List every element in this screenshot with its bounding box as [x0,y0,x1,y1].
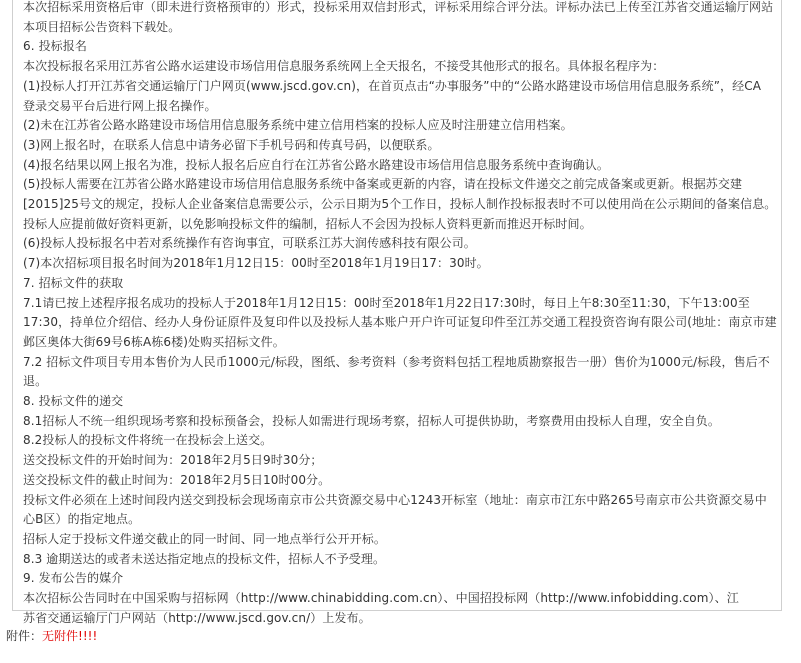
notice-line: 8.1招标人不统一组织现场考察和投标预备会，投标人如需进行现场考察，招标人可提供协助，考察费用由投标人自理，安全自负。 [23,413,720,428]
notice-line: 投标文件必须在上述时间段内送交到投标会现场南京市公共资源交易中心1243开标室（地址：南京市江东中路265号南京市公共资源交易中 [23,492,767,507]
section-heading-submission: 8. 投标文件的递交 [23,394,124,409]
notice-line: 退。 [23,374,48,389]
notice-line: 邺区奥体大街69号6栋A栋6楼)处购买招标文件。 [23,334,285,349]
notice-line: 8.2投标人的投标文件将统一在投标会上送交。 [23,433,273,448]
notice-line: (3)网上报名时，在联系人信息中请务必留下手机号码和传真号码，以便联系。 [23,137,440,152]
notice-line: 7.1请已按上述程序报名成功的投标人于2018年1月12日15：00时至2018年1月22日17:30时，每日上午8:30至11:30，下午13:00至 [23,295,750,310]
notice-content-box [12,0,782,625]
section-heading-media: 9. 发布公告的媒介 [23,571,124,586]
attachment-none-text: 无附件!!!! [42,629,98,643]
notice-line: 本次招标采用资格后审（即未进行资格预审的）形式，投标采用双信封形式，评标采用综合评分法。评标办法已上传至江苏省交通运输厅网站 [23,0,774,14]
notice-line: 登录交易平台后进行网上报名操作。 [23,98,217,113]
notice-line: 17:30，持单位介绍信、经办人身份证原件及复印件以及投标人基本账户开户许可证复印件至江苏交通工程投资咨询有限公司(地址：南京市建 [23,315,777,330]
notice-line: 8.3 逾期送达的或者未送达指定地点的投标文件，招标人不予受理。 [23,551,386,566]
attachment-label: 附件： [6,629,43,643]
notice-line: 本次投标报名采用江苏省公路水运建设市场信用信息服务系统网上全天报名，不接受其他形式的报名。具体报名程序为： [23,59,665,74]
section-heading-documents: 7. 招标文件的获取 [23,275,124,290]
notice-line: 招标人定于投标文件递交截止的同一时间、同一地点举行公开开标。 [23,531,387,546]
notice-line: (5)投标人需要在江苏省公路水路建设市场信用信息服务系统中备案或更新的内容，请在投标文件递交之前完成备案或更新。根据苏交建 [23,177,743,192]
attachment-row [6,628,97,644]
notice-line: 送交投标文件的截止时间为：2018年2月5日10时00分。 [23,472,331,487]
notice-line: 本次招标公告同时在中国采购与招标网（http://www.chinabidding.com.cn）、中国招投标网（http://www.infobidding.com）、江 [23,591,739,606]
notice-line: 投标人应提前做好资料更新，以免影响投标文件的编制，招标人不会因为投标人资料更新而推迟开标时间。 [23,216,592,231]
notice-line: (6)投标人投标报名中若对系统操作有咨询事宜，可联系江苏大润传感科技有限公司。 [23,236,476,251]
notice-line: (7)本次招标项目报名时间为2018年1月12日15：00时至2018年1月19日17：30时。 [23,256,489,271]
notice-line: [2015]25号文的规定，投标人企业备案信息需要公示，公示日期为5个工作日，投标人制作投标报表时不可以使用尚在公示期间的备案信息。 [23,197,777,212]
notice-line: 7.2 招标文件项目专用本售价为人民币1000元/标段，图纸、参考资料（参考资料包括工程地质勘察报告一册）售价为1000元/标段，售后不 [23,354,770,369]
notice-line: (2)未在江苏省公路水路建设市场信用信息服务系统中建立信用档案的投标人应及时注册建立信用档案。 [23,118,573,133]
notice-line: 本项目招标公告资料下载处。 [23,19,181,34]
notice-line: 心B区）的指定地点。 [23,512,141,527]
notice-line: (4)报名结果以网上报名为准，投标人报名后应自行在江苏省公路水路建设市场信用信息服务系统中查询确认。 [23,157,610,172]
notice-line: (1)投标人打开江苏省交通运输厅门户网页(www.jscd.gov.cn)，在首页点击“办事服务”中的“公路水路建设市场信用信息服务系统”，经CA [23,78,762,93]
section-heading-registration: 6. 投标报名 [23,39,87,54]
notice-line: 苏省交通运输厅门户网站（http://www.jscd.gov.cn/）上发布。 [23,610,371,625]
notice-line: 送交投标文件的开始时间为：2018年2月5日9时30分； [23,453,323,468]
